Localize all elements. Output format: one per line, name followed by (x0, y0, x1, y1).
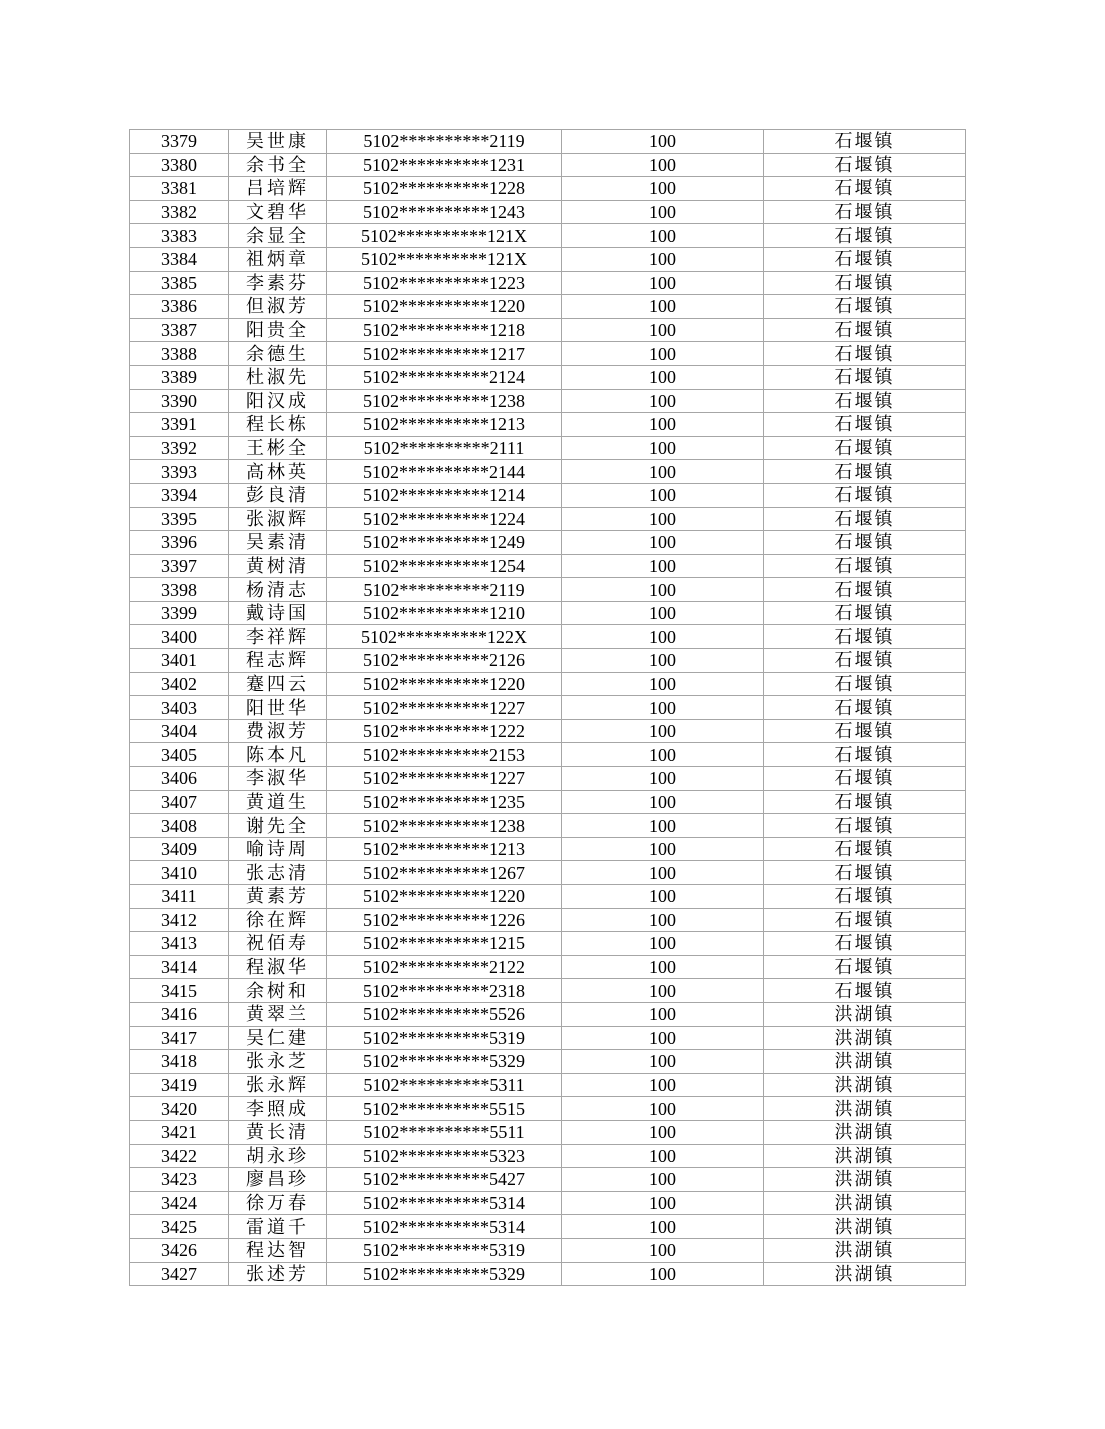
row-number-cell: 3409 (130, 837, 229, 861)
town-cell: 石堰镇 (764, 649, 966, 673)
town-cell: 石堰镇 (764, 837, 966, 861)
amount-cell: 100 (562, 649, 764, 673)
name-cell: 费淑芳 (229, 719, 327, 743)
amount-cell: 100 (562, 1050, 764, 1074)
table-row (130, 837, 966, 861)
table-row (130, 1026, 966, 1050)
name-cell: 高林英 (229, 460, 327, 484)
town-cell: 石堰镇 (764, 177, 966, 201)
name-cell: 黄树清 (229, 554, 327, 578)
name-cell: 黄道生 (229, 790, 327, 814)
town-cell: 石堰镇 (764, 318, 966, 342)
table-row (130, 365, 966, 389)
row-number-cell: 3400 (130, 625, 229, 649)
row-number-cell: 3394 (130, 483, 229, 507)
row-number-cell: 3385 (130, 271, 229, 295)
name-cell: 程淑华 (229, 955, 327, 979)
amount-cell: 100 (562, 672, 764, 696)
row-number-cell: 3406 (130, 767, 229, 791)
table-row (130, 601, 966, 625)
town-cell: 石堰镇 (764, 554, 966, 578)
row-number-cell: 3384 (130, 247, 229, 271)
table-row (130, 649, 966, 673)
name-cell: 阳世华 (229, 696, 327, 720)
town-cell: 石堰镇 (764, 389, 966, 413)
name-cell: 余树和 (229, 979, 327, 1003)
row-number-cell: 3407 (130, 790, 229, 814)
town-cell: 洪湖镇 (764, 1097, 966, 1121)
row-number-cell: 3427 (130, 1262, 229, 1286)
name-cell: 程志辉 (229, 649, 327, 673)
id-number-cell: 5102**********1223 (327, 271, 562, 295)
town-cell: 石堰镇 (764, 696, 966, 720)
id-number-cell: 5102**********1213 (327, 413, 562, 437)
row-number-cell: 3397 (130, 554, 229, 578)
town-cell: 石堰镇 (764, 483, 966, 507)
amount-cell: 100 (562, 1073, 764, 1097)
town-cell: 石堰镇 (764, 932, 966, 956)
name-cell: 余德生 (229, 342, 327, 366)
table-row (130, 389, 966, 413)
row-number-cell: 3389 (130, 365, 229, 389)
table-row (130, 814, 966, 838)
table-row (130, 1050, 966, 1074)
table-row (130, 554, 966, 578)
id-number-cell: 5102**********5319 (327, 1026, 562, 1050)
id-number-cell: 5102**********5329 (327, 1050, 562, 1074)
amount-cell: 100 (562, 271, 764, 295)
town-cell: 石堰镇 (764, 224, 966, 248)
amount-cell: 100 (562, 814, 764, 838)
town-cell: 洪湖镇 (764, 1073, 966, 1097)
town-cell: 石堰镇 (764, 130, 966, 154)
id-number-cell: 5102**********1228 (327, 177, 562, 201)
row-number-cell: 3413 (130, 932, 229, 956)
name-cell: 张述芳 (229, 1262, 327, 1286)
amount-cell: 100 (562, 436, 764, 460)
table-row (130, 767, 966, 791)
table-row (130, 979, 966, 1003)
town-cell: 洪湖镇 (764, 1002, 966, 1026)
row-number-cell: 3381 (130, 177, 229, 201)
town-cell: 洪湖镇 (764, 1026, 966, 1050)
amount-cell: 100 (562, 719, 764, 743)
id-number-cell: 5102**********1210 (327, 601, 562, 625)
row-number-cell: 3418 (130, 1050, 229, 1074)
row-number-cell: 3404 (130, 719, 229, 743)
amount-cell: 100 (562, 1238, 764, 1262)
table-row (130, 719, 966, 743)
table-row (130, 1262, 966, 1286)
id-number-cell: 5102**********1254 (327, 554, 562, 578)
name-cell: 祝佰寿 (229, 932, 327, 956)
town-cell: 石堰镇 (764, 743, 966, 767)
town-cell: 洪湖镇 (764, 1120, 966, 1144)
town-cell: 石堰镇 (764, 271, 966, 295)
amount-cell: 100 (562, 1168, 764, 1192)
row-number-cell: 3390 (130, 389, 229, 413)
amount-cell: 100 (562, 601, 764, 625)
table-row (130, 1168, 966, 1192)
table-row (130, 247, 966, 271)
amount-cell: 100 (562, 342, 764, 366)
id-number-cell: 5102**********1220 (327, 295, 562, 319)
id-number-cell: 5102**********1218 (327, 318, 562, 342)
name-cell: 文碧华 (229, 200, 327, 224)
id-number-cell: 5102**********1227 (327, 696, 562, 720)
id-number-cell: 5102**********5319 (327, 1238, 562, 1262)
amount-cell: 100 (562, 837, 764, 861)
row-number-cell: 3421 (130, 1120, 229, 1144)
amount-cell: 100 (562, 413, 764, 437)
amount-cell: 100 (562, 507, 764, 531)
row-number-cell: 3387 (130, 318, 229, 342)
table-row (130, 1097, 966, 1121)
row-number-cell: 3405 (130, 743, 229, 767)
id-number-cell: 5102**********1238 (327, 389, 562, 413)
id-number-cell: 5102**********1213 (327, 837, 562, 861)
town-cell: 石堰镇 (764, 861, 966, 885)
town-cell: 石堰镇 (764, 247, 966, 271)
amount-cell: 100 (562, 885, 764, 909)
name-cell: 阳贵全 (229, 318, 327, 342)
name-cell: 杜淑先 (229, 365, 327, 389)
town-cell: 石堰镇 (764, 908, 966, 932)
row-number-cell: 3408 (130, 814, 229, 838)
name-cell: 程长栋 (229, 413, 327, 437)
town-cell: 石堰镇 (764, 672, 966, 696)
row-number-cell: 3386 (130, 295, 229, 319)
name-cell: 程达智 (229, 1238, 327, 1262)
amount-cell: 100 (562, 1191, 764, 1215)
table-row (130, 224, 966, 248)
table-row (130, 200, 966, 224)
amount-cell: 100 (562, 767, 764, 791)
amount-cell: 100 (562, 200, 764, 224)
table-row (130, 436, 966, 460)
id-number-cell: 5102**********1267 (327, 861, 562, 885)
row-number-cell: 3392 (130, 436, 229, 460)
roster-table-body (130, 130, 966, 1286)
amount-cell: 100 (562, 790, 764, 814)
name-cell: 余书全 (229, 153, 327, 177)
town-cell: 石堰镇 (764, 979, 966, 1003)
name-cell: 张永芝 (229, 1050, 327, 1074)
id-number-cell: 5102**********122X (327, 625, 562, 649)
name-cell: 徐万春 (229, 1191, 327, 1215)
id-number-cell: 5102**********1227 (327, 767, 562, 791)
table-row (130, 1144, 966, 1168)
id-number-cell: 5102**********5323 (327, 1144, 562, 1168)
id-number-cell: 5102**********1226 (327, 908, 562, 932)
table-row (130, 177, 966, 201)
town-cell: 石堰镇 (764, 790, 966, 814)
row-number-cell: 3402 (130, 672, 229, 696)
town-cell: 洪湖镇 (764, 1144, 966, 1168)
name-cell: 蹇四云 (229, 672, 327, 696)
town-cell: 石堰镇 (764, 200, 966, 224)
amount-cell: 100 (562, 295, 764, 319)
amount-cell: 100 (562, 1144, 764, 1168)
name-cell: 张志清 (229, 861, 327, 885)
amount-cell: 100 (562, 743, 764, 767)
name-cell: 黄长清 (229, 1120, 327, 1144)
table-row (130, 861, 966, 885)
amount-cell: 100 (562, 696, 764, 720)
name-cell: 吴世康 (229, 130, 327, 154)
amount-cell: 100 (562, 483, 764, 507)
table-row (130, 932, 966, 956)
name-cell: 雷道千 (229, 1215, 327, 1239)
name-cell: 但淑芳 (229, 295, 327, 319)
table-row (130, 696, 966, 720)
id-number-cell: 5102**********5314 (327, 1191, 562, 1215)
row-number-cell: 3382 (130, 200, 229, 224)
town-cell: 石堰镇 (764, 460, 966, 484)
town-cell: 石堰镇 (764, 531, 966, 555)
amount-cell: 100 (562, 861, 764, 885)
amount-cell: 100 (562, 365, 764, 389)
name-cell: 黄素芳 (229, 885, 327, 909)
name-cell: 吴仁建 (229, 1026, 327, 1050)
amount-cell: 100 (562, 1097, 764, 1121)
id-number-cell: 5102**********1214 (327, 483, 562, 507)
town-cell: 石堰镇 (764, 436, 966, 460)
table-row (130, 460, 966, 484)
id-number-cell: 5102**********1220 (327, 672, 562, 696)
table-row (130, 413, 966, 437)
row-number-cell: 3379 (130, 130, 229, 154)
table-row (130, 130, 966, 154)
amount-cell: 100 (562, 318, 764, 342)
town-cell: 石堰镇 (764, 955, 966, 979)
town-cell: 石堰镇 (764, 365, 966, 389)
amount-cell: 100 (562, 932, 764, 956)
amount-cell: 100 (562, 554, 764, 578)
table-row (130, 1215, 966, 1239)
row-number-cell: 3399 (130, 601, 229, 625)
name-cell: 胡永珍 (229, 1144, 327, 1168)
name-cell: 杨清志 (229, 578, 327, 602)
table-row (130, 1120, 966, 1144)
row-number-cell: 3426 (130, 1238, 229, 1262)
id-number-cell: 5102**********121X (327, 224, 562, 248)
town-cell: 石堰镇 (764, 295, 966, 319)
row-number-cell: 3391 (130, 413, 229, 437)
id-number-cell: 5102**********2144 (327, 460, 562, 484)
town-cell: 石堰镇 (764, 507, 966, 531)
name-cell: 李淑华 (229, 767, 327, 791)
amount-cell: 100 (562, 460, 764, 484)
id-number-cell: 5102**********5515 (327, 1097, 562, 1121)
table-row (130, 318, 966, 342)
name-cell: 张永辉 (229, 1073, 327, 1097)
id-number-cell: 5102**********2119 (327, 130, 562, 154)
id-number-cell: 5102**********5311 (327, 1073, 562, 1097)
table-row (130, 1238, 966, 1262)
table-row (130, 1073, 966, 1097)
name-cell: 李祥辉 (229, 625, 327, 649)
id-number-cell: 5102**********2124 (327, 365, 562, 389)
id-number-cell: 5102**********1249 (327, 531, 562, 555)
table-row (130, 483, 966, 507)
town-cell: 石堰镇 (764, 719, 966, 743)
row-number-cell: 3393 (130, 460, 229, 484)
town-cell: 石堰镇 (764, 814, 966, 838)
id-number-cell: 5102**********5329 (327, 1262, 562, 1286)
name-cell: 喻诗周 (229, 837, 327, 861)
amount-cell: 100 (562, 224, 764, 248)
table-row (130, 672, 966, 696)
row-number-cell: 3420 (130, 1097, 229, 1121)
town-cell: 石堰镇 (764, 767, 966, 791)
town-cell: 石堰镇 (764, 625, 966, 649)
table-row (130, 743, 966, 767)
row-number-cell: 3422 (130, 1144, 229, 1168)
name-cell: 徐在辉 (229, 908, 327, 932)
amount-cell: 100 (562, 1215, 764, 1239)
table-row (130, 908, 966, 932)
id-number-cell: 5102**********2119 (327, 578, 562, 602)
id-number-cell: 5102**********121X (327, 247, 562, 271)
row-number-cell: 3419 (130, 1073, 229, 1097)
name-cell: 彭良清 (229, 483, 327, 507)
amount-cell: 100 (562, 1262, 764, 1286)
amount-cell: 100 (562, 531, 764, 555)
table-row (130, 153, 966, 177)
name-cell: 吕培辉 (229, 177, 327, 201)
amount-cell: 100 (562, 908, 764, 932)
amount-cell: 100 (562, 177, 764, 201)
table-row (130, 885, 966, 909)
name-cell: 王彬全 (229, 436, 327, 460)
row-number-cell: 3403 (130, 696, 229, 720)
amount-cell: 100 (562, 247, 764, 271)
row-number-cell: 3414 (130, 955, 229, 979)
amount-cell: 100 (562, 130, 764, 154)
amount-cell: 100 (562, 1026, 764, 1050)
id-number-cell: 5102**********1224 (327, 507, 562, 531)
id-number-cell: 5102**********1222 (327, 719, 562, 743)
table-row (130, 1002, 966, 1026)
amount-cell: 100 (562, 1002, 764, 1026)
id-number-cell: 5102**********1220 (327, 885, 562, 909)
row-number-cell: 3412 (130, 908, 229, 932)
town-cell: 洪湖镇 (764, 1168, 966, 1192)
town-cell: 石堰镇 (764, 153, 966, 177)
id-number-cell: 5102**********2111 (327, 436, 562, 460)
amount-cell: 100 (562, 955, 764, 979)
id-number-cell: 5102**********1238 (327, 814, 562, 838)
town-cell: 洪湖镇 (764, 1262, 966, 1286)
name-cell: 廖昌珍 (229, 1168, 327, 1192)
row-number-cell: 3415 (130, 979, 229, 1003)
name-cell: 阳汉成 (229, 389, 327, 413)
table-row (130, 271, 966, 295)
town-cell: 石堰镇 (764, 342, 966, 366)
id-number-cell: 5102**********1243 (327, 200, 562, 224)
name-cell: 祖炳章 (229, 247, 327, 271)
town-cell: 石堰镇 (764, 885, 966, 909)
id-number-cell: 5102**********1215 (327, 932, 562, 956)
name-cell: 余显全 (229, 224, 327, 248)
town-cell: 洪湖镇 (764, 1238, 966, 1262)
id-number-cell: 5102**********1217 (327, 342, 562, 366)
id-number-cell: 5102**********5526 (327, 1002, 562, 1026)
town-cell: 石堰镇 (764, 413, 966, 437)
id-number-cell: 5102**********2122 (327, 955, 562, 979)
row-number-cell: 3380 (130, 153, 229, 177)
name-cell: 吴素清 (229, 531, 327, 555)
table-row (130, 578, 966, 602)
town-cell: 石堰镇 (764, 601, 966, 625)
table-row (130, 625, 966, 649)
table-row (130, 955, 966, 979)
name-cell: 谢先全 (229, 814, 327, 838)
name-cell: 张淑辉 (229, 507, 327, 531)
table-row (130, 531, 966, 555)
town-cell: 洪湖镇 (764, 1215, 966, 1239)
town-cell: 石堰镇 (764, 578, 966, 602)
row-number-cell: 3410 (130, 861, 229, 885)
row-number-cell: 3383 (130, 224, 229, 248)
row-number-cell: 3416 (130, 1002, 229, 1026)
table-row (130, 1191, 966, 1215)
id-number-cell: 5102**********5427 (327, 1168, 562, 1192)
row-number-cell: 3388 (130, 342, 229, 366)
table-row (130, 295, 966, 319)
id-number-cell: 5102**********2126 (327, 649, 562, 673)
row-number-cell: 3424 (130, 1191, 229, 1215)
amount-cell: 100 (562, 389, 764, 413)
id-number-cell: 5102**********2318 (327, 979, 562, 1003)
row-number-cell: 3423 (130, 1168, 229, 1192)
amount-cell: 100 (562, 1120, 764, 1144)
row-number-cell: 3401 (130, 649, 229, 673)
row-number-cell: 3425 (130, 1215, 229, 1239)
name-cell: 戴诗国 (229, 601, 327, 625)
id-number-cell: 5102**********1235 (327, 790, 562, 814)
name-cell: 李照成 (229, 1097, 327, 1121)
name-cell: 黄翠兰 (229, 1002, 327, 1026)
id-number-cell: 5102**********2153 (327, 743, 562, 767)
town-cell: 洪湖镇 (764, 1191, 966, 1215)
id-number-cell: 5102**********1231 (327, 153, 562, 177)
row-number-cell: 3417 (130, 1026, 229, 1050)
amount-cell: 100 (562, 153, 764, 177)
id-number-cell: 5102**********5314 (327, 1215, 562, 1239)
table-row (130, 507, 966, 531)
row-number-cell: 3395 (130, 507, 229, 531)
amount-cell: 100 (562, 578, 764, 602)
name-cell: 陈本凡 (229, 743, 327, 767)
name-cell: 李素芬 (229, 271, 327, 295)
town-cell: 洪湖镇 (764, 1050, 966, 1074)
table-row (130, 790, 966, 814)
row-number-cell: 3411 (130, 885, 229, 909)
table-row (130, 342, 966, 366)
row-number-cell: 3396 (130, 531, 229, 555)
amount-cell: 100 (562, 625, 764, 649)
row-number-cell: 3398 (130, 578, 229, 602)
id-number-cell: 5102**********5511 (327, 1120, 562, 1144)
amount-cell: 100 (562, 979, 764, 1003)
roster-table (129, 129, 966, 1286)
